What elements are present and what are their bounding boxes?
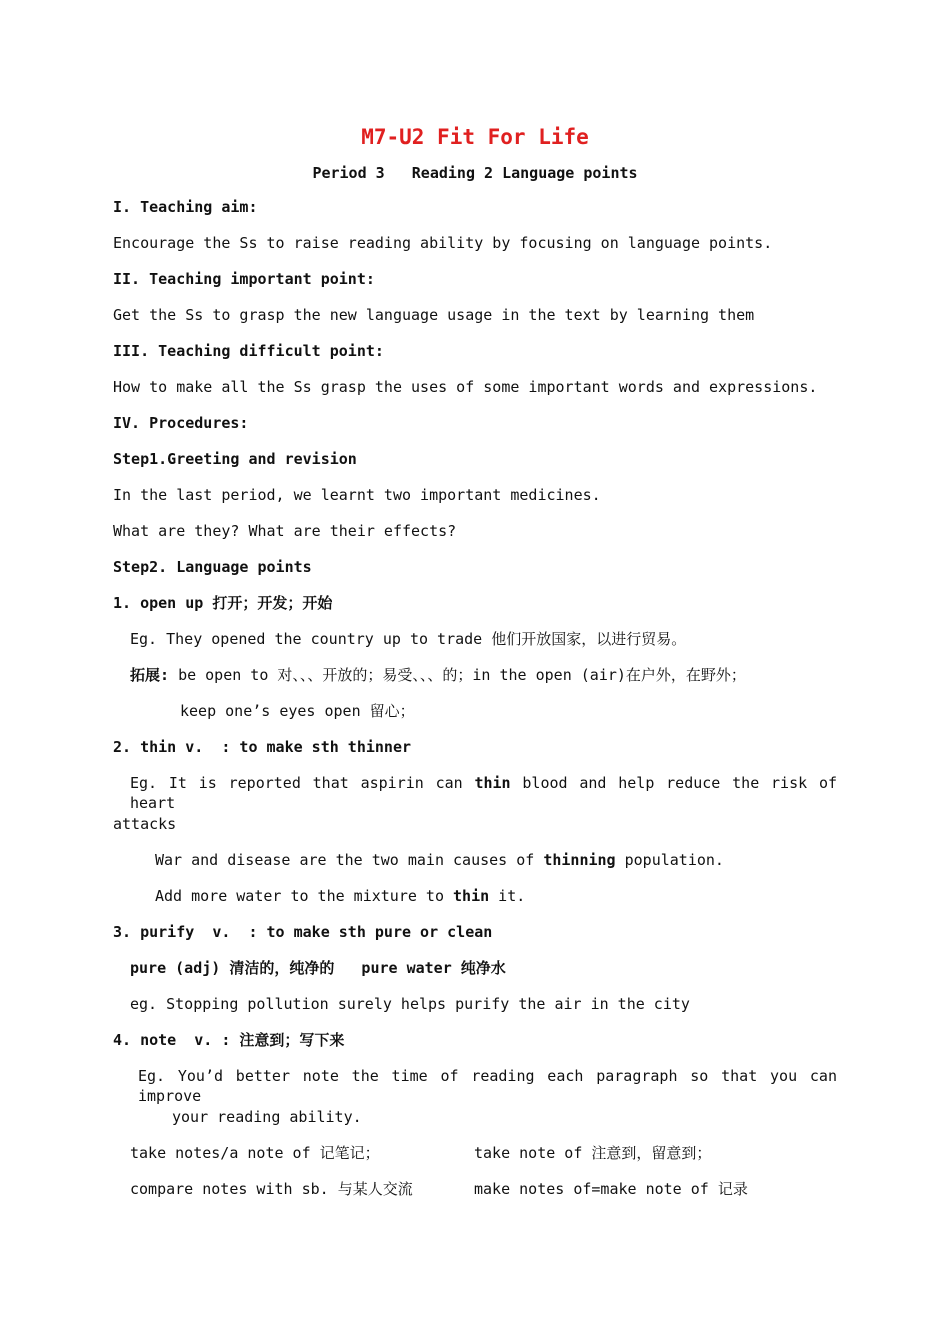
step1-line-2: What are they? What are their effects?: [113, 522, 457, 540]
point2-example3-keyword: thin: [453, 887, 490, 905]
point2-example-2: [155, 850, 724, 870]
extension-label: 拓展:: [130, 666, 170, 684]
point3-heading: 3. purify v. : to make sth pure or clean: [113, 923, 493, 941]
point4-row2-right: make notes of=make note of 记录: [474, 1180, 748, 1198]
important-text: Get the Ss to grasp the new language usage in the text by learning them: [113, 306, 755, 324]
step1-heading: Step1.Greeting and revision: [113, 450, 357, 468]
important-heading: II. Teaching important point:: [113, 270, 375, 288]
aim-heading: I. Teaching aim:: [113, 198, 258, 216]
document-title: M7-U2 Fit For Life: [361, 125, 589, 149]
aim-text: Encourage the Ss to raise reading ability by focusing on language points.: [113, 234, 773, 252]
point1-example: Eg. They opened the country up to trade 他们开放国家，以进行贸易。: [130, 630, 687, 648]
difficult-heading: III. Teaching difficult point:: [113, 342, 384, 360]
point1-extension: [130, 665, 746, 685]
point2-example3-post: it.: [498, 887, 526, 905]
point2-example-post: blood and help reduce the risk of heart: [130, 774, 837, 812]
point2-example2-keyword: thinning: [543, 851, 616, 869]
point2-example: [130, 773, 837, 813]
point2-example3-pre: Add more water to the mixture to: [155, 887, 444, 905]
extension-text: be open to 对、、、开放的；易受、、、的；in the open (air)在户外，在野外；: [178, 666, 746, 684]
point3-example: eg. Stopping pollution surely helps purify the air in the city: [130, 995, 690, 1013]
point4-row2-left: compare notes with sb. 与某人交流: [130, 1180, 413, 1198]
point4-heading: 4. note v. : 注意到；写下来: [113, 1031, 345, 1049]
point2-example-cont: attacks: [113, 815, 177, 833]
point1-extension-2: keep one’s eyes open 留心；: [180, 702, 415, 720]
procedures-heading: IV. Procedures:: [113, 414, 249, 432]
step2-heading: Step2. Language points: [113, 558, 312, 576]
document-subtitle: Period 3 Reading 2 Language points: [312, 164, 638, 182]
point2-heading: 2. thin v. : to make sth thinner: [113, 738, 412, 756]
point2-example2-pre: War and disease are the two main causes of: [155, 851, 535, 869]
point2-example-3: [155, 886, 525, 906]
step1-line-1: In the last period, we learnt two important medicines.: [113, 486, 601, 504]
point4-example-cont: your reading ability.: [172, 1108, 362, 1126]
point3-sub: pure (adj) 清洁的，纯净的 pure water 纯净水: [130, 959, 506, 977]
point2-example2-post: population.: [624, 851, 724, 869]
point1-heading: 1. open up 打开；开发；开始: [113, 594, 333, 612]
point2-example-pre: Eg. It is reported that aspirin can: [130, 774, 463, 792]
point4-row1-right: take note of 注意到，留意到；: [474, 1144, 712, 1162]
point2-example-keyword: thin: [474, 774, 511, 792]
point4-row1-left: take notes/a note of 记笔记；: [130, 1144, 380, 1162]
difficult-text: How to make all the Ss grasp the uses of some important words and expressions.: [113, 378, 818, 396]
point4-example: Eg. You’d better note the time of reading each paragraph so that you can improve: [138, 1067, 837, 1105]
